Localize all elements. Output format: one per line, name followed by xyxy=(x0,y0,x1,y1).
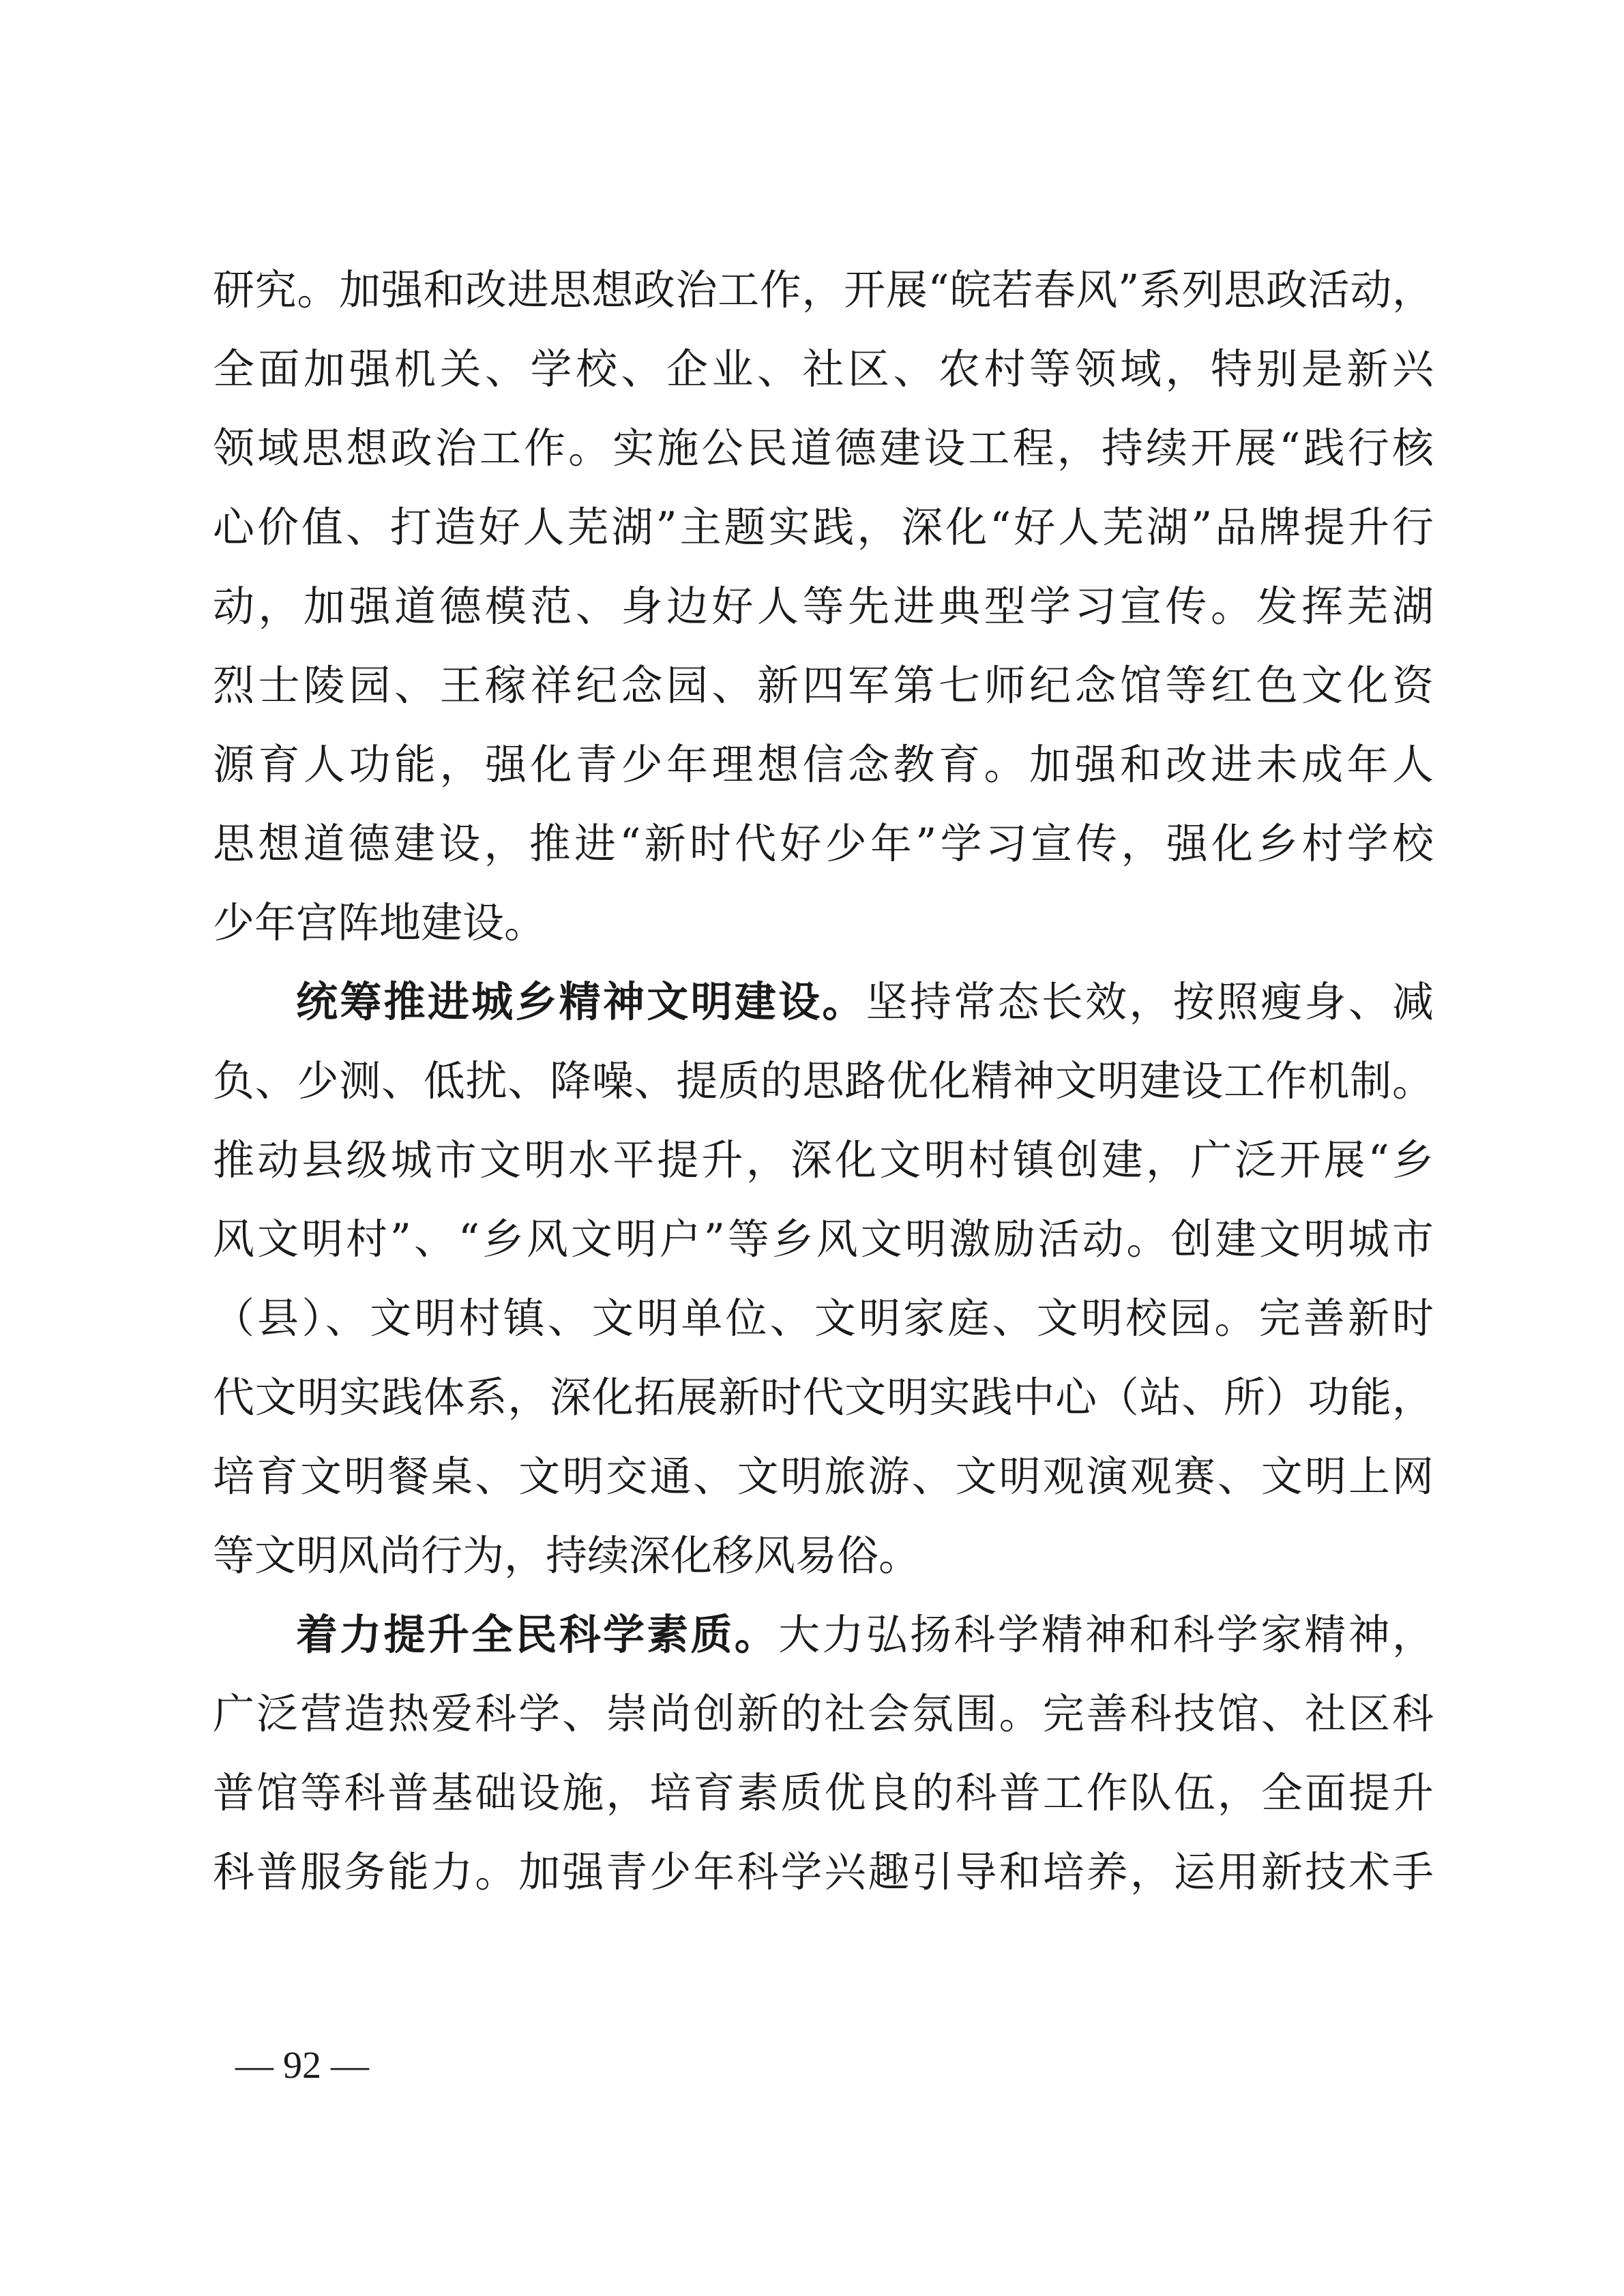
paragraph-line: 普馆等科普基础设施，培育素质优良的科普工作队伍，全面提升 xyxy=(213,1769,1434,1817)
paragraph-2 xyxy=(213,963,1434,1596)
paragraph-line: 代文明实践体系，深化拓展新时代文明实践中心（站、所）功能， xyxy=(213,1373,1434,1422)
paragraph-text: 坚持常态长效，按照瘦身、减 xyxy=(866,978,1434,1026)
paragraph-line: 风文明村”、“乡风文明户”等乡风文明激励活动。创建文明城市 xyxy=(213,1215,1434,1264)
section-heading: 着力提升全民科学素质。 xyxy=(296,1611,779,1659)
paragraph-line: 科普服务能力。加强青少年科学兴趣引导和培养，运用新技术手 xyxy=(213,1848,1434,1896)
paragraph-line: （县）、文明村镇、文明单位、文明家庭、文明校园。完善新时 xyxy=(213,1294,1434,1343)
document-body xyxy=(213,251,1434,1912)
section-heading: 统筹推进城乡精神文明建设。 xyxy=(296,978,866,1026)
paragraph-1 xyxy=(213,251,1434,963)
paragraph-line: 培育文明餐桌、文明交通、文明旅游、文明观演观赛、文明上网 xyxy=(213,1452,1434,1501)
paragraph-line: 动，加强道德模范、身边好人等先进典型学习宣传。发挥芜湖 xyxy=(213,582,1434,631)
paragraph-text: 大力弘扬科学精神和科学家精神， xyxy=(778,1611,1434,1659)
paragraph-line: 心价值、打造好人芜湖”主题实践，深化“好人芜湖”品牌提升行 xyxy=(213,503,1434,552)
paragraph-line: 等文明风尚行为，持续深化移风易俗。 xyxy=(213,1532,921,1580)
paragraph-line: 烈士陵园、王稼祥纪念园、新四军第七师纪念馆等红色文化资 xyxy=(213,661,1434,710)
paragraph-line: 全面加强机关、学校、企业、社区、农村等领域，特别是新兴 xyxy=(213,345,1434,393)
page-number: — 92 — xyxy=(235,2044,369,2087)
paragraph-line: 研究。加强和改进思想政治工作，开展“皖若春风”系列思政活动， xyxy=(213,266,1434,314)
paragraph-3 xyxy=(213,1596,1434,1912)
paragraph-first-line xyxy=(213,1596,1434,1675)
paragraph-line: 负、少测、低扰、降噪、提质的思路优化精神文明建设工作机制。 xyxy=(213,1057,1434,1105)
paragraph-line: 少年宫阵地建设。 xyxy=(213,899,546,947)
paragraph-line: 推动县级城市文明水平提升，深化文明村镇创建，广泛开展“乡 xyxy=(213,1136,1434,1184)
paragraph-line: 广泛营造热爱科学、崇尚创新的社会氛围。完善科技馆、社区科 xyxy=(213,1690,1434,1738)
paragraph-line: 领域思想政治工作。实施公民道德建设工程，持续开展“践行核 xyxy=(213,424,1434,473)
paragraph-first-line xyxy=(213,963,1434,1042)
paragraph-line: 源育人功能，强化青少年理想信念教育。加强和改进未成年人 xyxy=(213,741,1434,789)
paragraph-line: 思想道德建设，推进“新时代好少年”学习宣传，强化乡村学校 xyxy=(213,820,1434,868)
